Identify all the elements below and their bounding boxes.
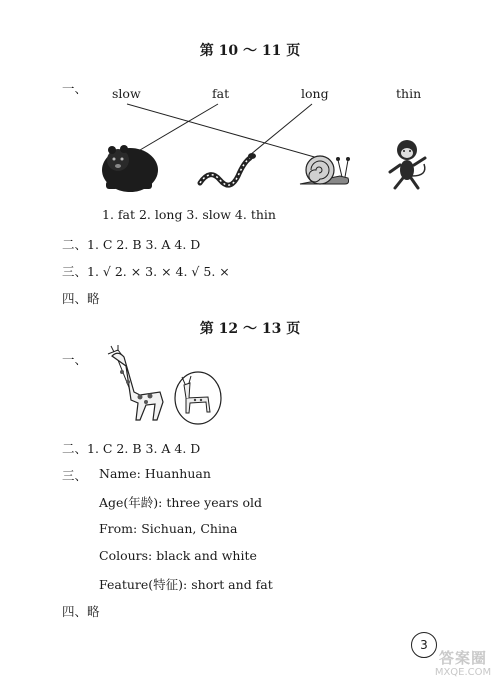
profile-colours: Colours: black and white bbox=[99, 548, 257, 563]
word-long: long bbox=[301, 86, 329, 101]
answer-line-3: 三、1. √ 2. × 3. × 4. √ 5. × bbox=[62, 264, 230, 279]
question-label-2: 一、 bbox=[62, 352, 88, 367]
match-line-slow-snail bbox=[127, 104, 318, 158]
answer-line-7: 四、略 bbox=[62, 604, 100, 619]
watermark-url: MXQE.COM bbox=[434, 667, 492, 678]
answer-line-1: 1. fat 2. long 3. slow 4. thin bbox=[102, 207, 276, 222]
monkey-icon bbox=[390, 140, 425, 188]
profile-age: Age(年龄): three years old bbox=[99, 495, 262, 510]
profile-from: From: Sichuan, China bbox=[99, 521, 238, 536]
snake-icon bbox=[200, 153, 256, 185]
bear-icon bbox=[102, 145, 158, 192]
answer-line-5: 二、1. C 2. B 3. A 4. D bbox=[62, 441, 201, 456]
answer-line-6-label: 三、 bbox=[62, 468, 88, 483]
profile-name: Name: Huanhuan bbox=[99, 466, 211, 481]
deer-icon bbox=[175, 372, 221, 424]
answer-line-2: 二、1. C 2. B 3. A 4. D bbox=[62, 237, 201, 252]
word-slow: slow bbox=[112, 86, 141, 101]
snail-icon bbox=[300, 156, 350, 184]
page-number: 3 bbox=[411, 632, 437, 658]
profile-feature: Feature(特征): short and fat bbox=[99, 577, 273, 592]
watermark-logo bbox=[428, 649, 498, 681]
section-title-2: 第 12 ～ 13 页 bbox=[199, 321, 301, 337]
giraffe-icon bbox=[108, 345, 163, 420]
word-thin: thin bbox=[396, 86, 422, 101]
answer-line-4: 四、略 bbox=[62, 291, 100, 306]
question-label-1: 一、 bbox=[62, 81, 88, 96]
section-title-1: 第 10 ～ 11 页 bbox=[199, 43, 301, 59]
word-fat: fat bbox=[212, 86, 230, 101]
watermark-text: 答案圈 bbox=[438, 649, 487, 667]
